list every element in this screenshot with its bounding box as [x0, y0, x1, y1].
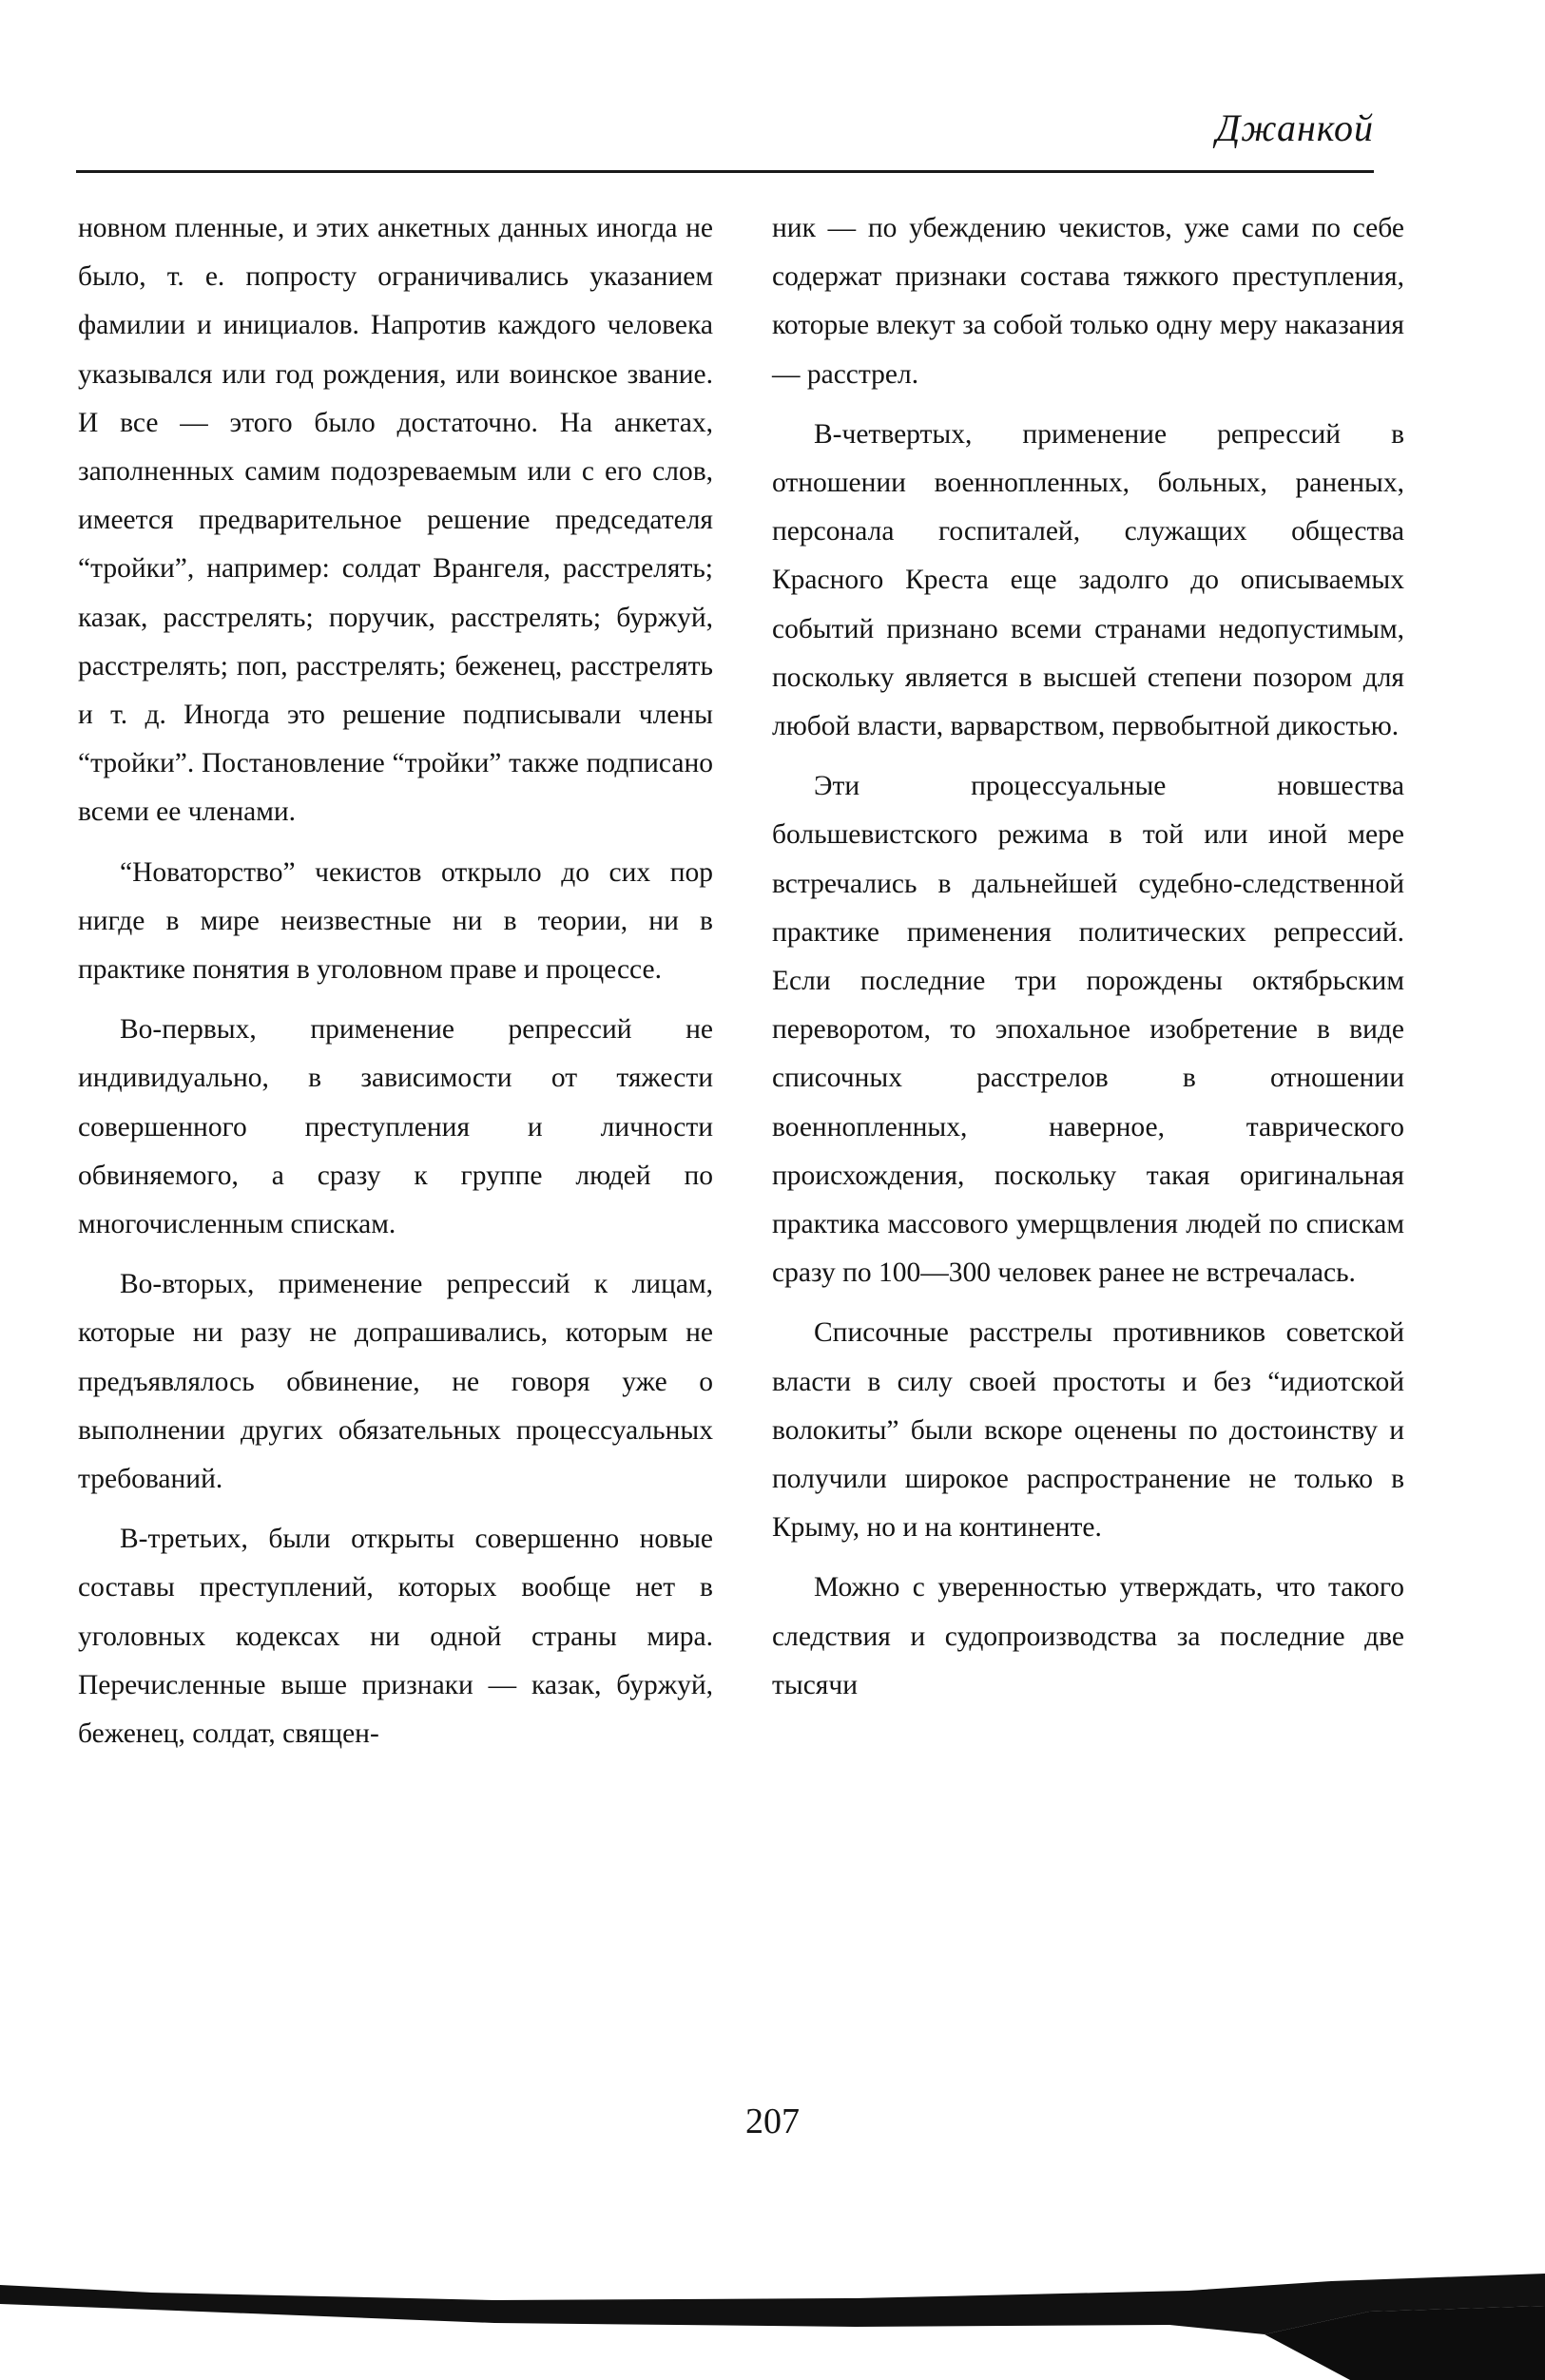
running-title: Джанкой: [1215, 106, 1374, 149]
right-column: [772, 204, 1404, 1721]
paragraph: “Новаторство” чекистов открыло до сих пор нигде в мире неизвестные ни в теории, ни в практике понятия в уголовном праве и процессе.: [78, 856, 713, 986]
paragraph: Списочные расстрелы противников советской власти в силу своей простоты и без “идиотской волокиты” были вскоре оценены по достоинству и получили широкое распространение не только в Крыму, но и на континенте.: [772, 1317, 1404, 1544]
paragraph: Во-вторых, применение репрессий к лицам, которые ни разу не допрашивались, которым не предъявлялось обвинение, не говоря уже о выполнении других обязательных процессуальных требований.: [78, 1269, 713, 1495]
paragraph: В-четвертых, применение репрессий в отношении военнопленных, больных, раненых, персонала госпиталей, служащих общества Красного Креста еще задолго до описываемых событий признано всеми странами недопустимым, поскольку является в высшей степени позором для любой власти, варварством, первобытной дикостью.: [772, 418, 1404, 742]
scan-edge-shadow: [0, 2268, 1545, 2380]
running-header: [76, 100, 1374, 173]
paragraph: В-третьих, были открыты совершенно новые составы преступлений, которых вообще нет в уголовных кодексах ни одной страны мира. Перечисленные выше признаки — казак, буржуй, беженец, солдат, священ-: [78, 1524, 713, 1750]
paragraph: Во-первых, применение репрессий не индивидуально, в зависимости от тяжести совершенного преступления и личности обвиняемого, а сразу к группе людей по многочисленным спискам.: [78, 1014, 713, 1240]
left-column: [78, 204, 713, 1770]
paragraph: Можно с уверенностью утверждать, что такого следствия и судопроизводства за последние две тысячи: [772, 1572, 1404, 1700]
page-number: 207: [745, 2102, 800, 2141]
paragraph: новном пленные, и этих анкетных данных иногда не было, т. е. попросту ограничивались указанием фамилии и инициалов. Напротив каждого человека указывался или год рождения, или воинское звание. И все — этого было достаточно. На анкетах, заполненных самим подозреваемым или с его слов, имеется предварительное решение председателя “тройки”, например: солдат Врангеля, расстрелять; казак, расстрелять; поручик, расстрелять; буржуй, расстрелять; поп, расстрелять; беженец, расстрелять и т. д. Иногда это решение подписывали члены “тройки”. Постановление “тройки” также подписано всеми ее членами.: [78, 213, 713, 828]
paragraph: Эти процессуальные новшества большевистского режима в той или иной мере встречались в дальнейшей судебно-следственной практике применения политических репрессий. Если последние три порождены октябрьским переворотом, то эпохальное изобретение в виде списочных расстрелов в отношении военнопленных, наверное, таврического происхождения, поскольку такая оригинальная практика массового умерщвления людей по спискам сразу по 100—300 человек ранее не встречалась.: [772, 771, 1404, 1289]
paragraph: ник — по убеждению чекистов, уже сами по себе содержат признаки состава тяжкого преступления, которые влекут за собой только одну меру наказания — расстрел.: [772, 213, 1404, 390]
